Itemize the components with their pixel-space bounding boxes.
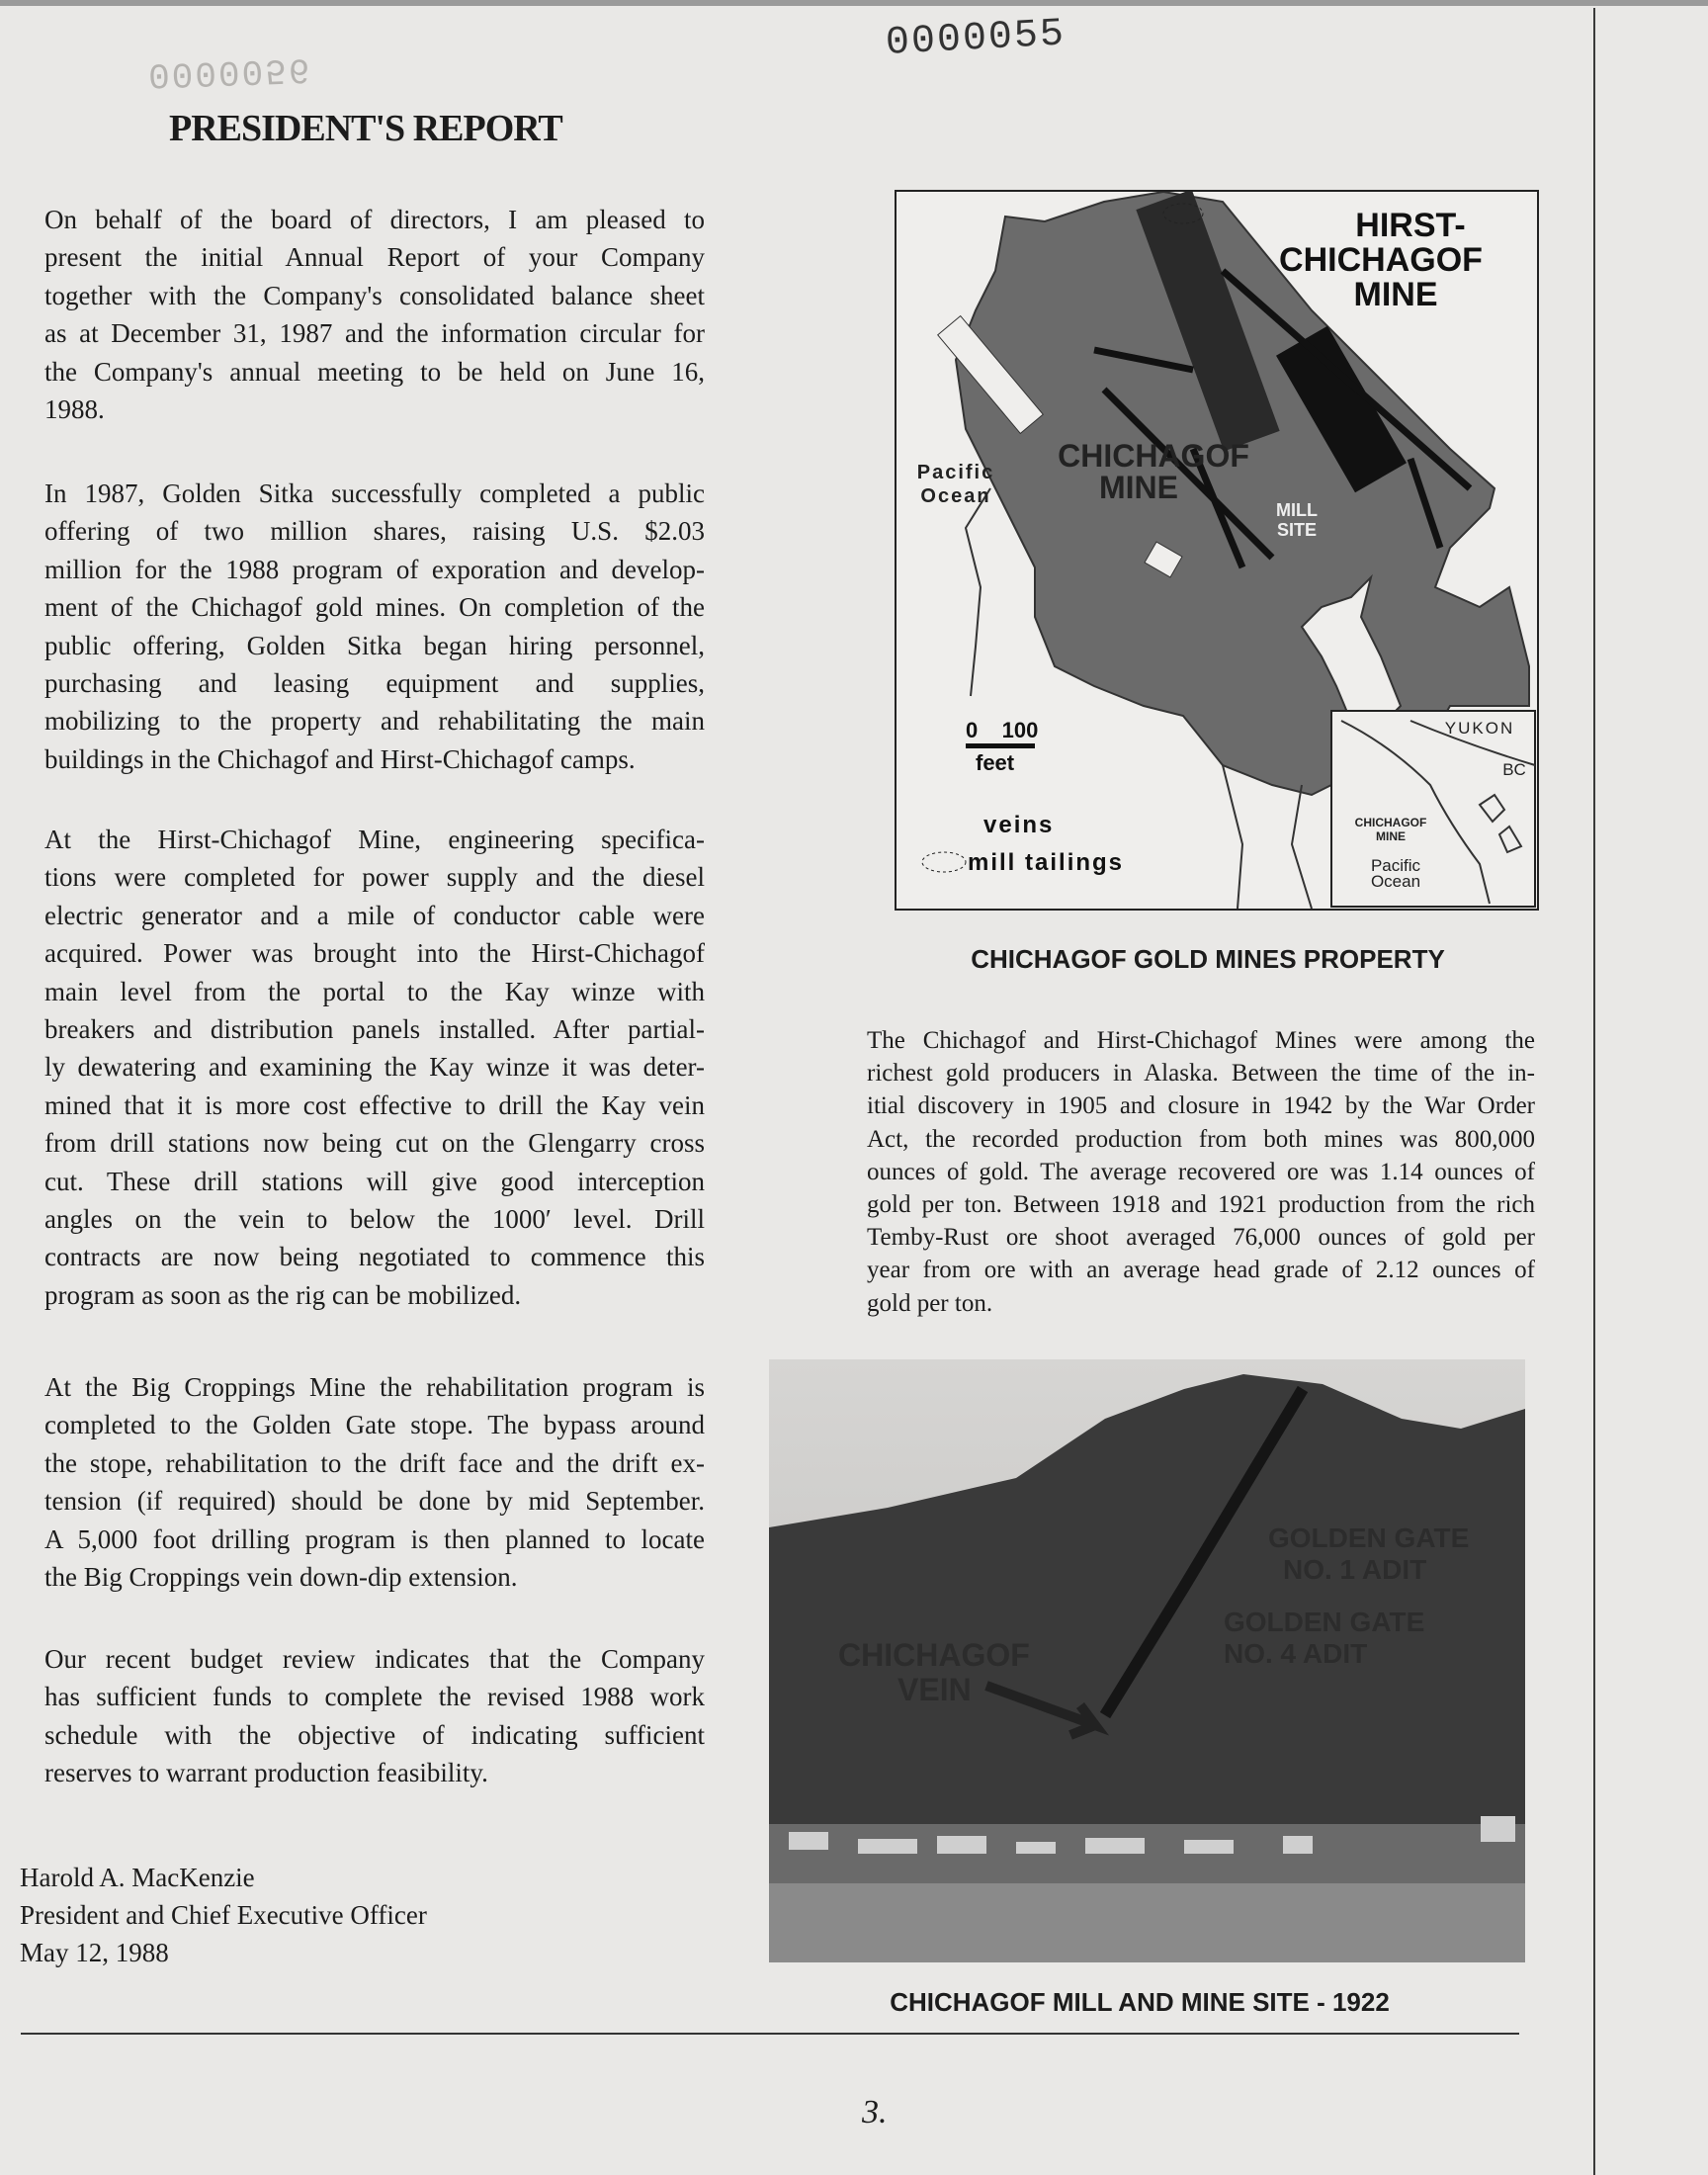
text-line: present the initial Annual Report of your Company	[44, 242, 705, 273]
mines-history-paragraph	[867, 1024, 1535, 1320]
svg-text:NO. 1 ADIT: NO. 1 ADIT	[1283, 1554, 1427, 1585]
svg-text:Pacific: Pacific	[916, 462, 995, 483]
text-line: public offering, Golden Sitka began hiring personnel,	[44, 630, 705, 660]
paragraph-hirst-mine	[44, 821, 705, 1314]
svg-text:NO. 4 ADIT: NO. 4 ADIT	[1224, 1638, 1368, 1669]
text-line: cut. These drill stations will give good interception	[44, 1166, 705, 1196]
text-line: from drill stations now being cut on the Glengarry cross	[44, 1128, 705, 1159]
paragraph-offering	[44, 475, 705, 778]
property-map	[895, 190, 1539, 911]
text-line: gold per ton.	[867, 1289, 993, 1317]
text-line: the stope, rehabilitation to the drift face and the drift ex-	[44, 1447, 705, 1478]
page-number: 3.	[862, 2094, 888, 2131]
text-line: tions were completed for power supply and the diesel	[44, 862, 705, 893]
text-line: has sufficient funds to complete the revised 1988 work	[44, 1682, 705, 1712]
text-line: richest gold producers in Alaska. Between the time of the in-	[867, 1060, 1535, 1088]
svg-text:Pacific: Pacific	[1370, 856, 1421, 875]
text-line: acquired. Power was brought into the Hirst-Chichagof	[44, 938, 705, 969]
legend-tailings-icon	[922, 852, 966, 872]
text-line: buildings in the Chichagof and Hirst-Chichagof camps.	[44, 743, 636, 774]
text-line: mobilizing to the property and rehabilitating the main	[44, 706, 705, 737]
text-line: main level from the portal to the Kay winze with	[44, 976, 705, 1006]
hirst-chichagof-label	[1279, 207, 1483, 313]
mill-site-label	[1276, 500, 1318, 540]
scan-top-edge	[0, 0, 1708, 6]
text-line: schedule with the objective of indicating sufficient	[44, 1719, 705, 1750]
signature-date: May 12, 1988	[20, 1938, 169, 1967]
text-line: ly dewatering and examining the Kay winze it was deter-	[44, 1052, 705, 1083]
page-title: PRESIDENT'S REPORT	[169, 108, 562, 149]
legend-mill-tailings: mill tailings	[968, 849, 1125, 876]
text-line: breakers and distribution panels installed. After partial-	[44, 1013, 705, 1044]
photo-water	[769, 1883, 1525, 1962]
text-line: contracts are now being negotiated to commence this	[44, 1242, 705, 1272]
photo-caption: CHICHAGOF MILL AND MINE SITE - 1922	[890, 1987, 1390, 2017]
map-scale-numbers: 0 100	[966, 718, 1039, 742]
text-line: electric generator and a mile of conductor cable were	[44, 900, 705, 930]
footer-divider	[21, 2033, 1519, 2035]
text-line: A 5,000 foot drilling program is then planned to locate	[44, 1523, 705, 1554]
paragraph-budget	[44, 1640, 705, 1792]
text-line: In 1987, Golden Sitka successfully completed a public	[44, 478, 705, 508]
text-line: angles on the vein to below the 1000′ level. Drill	[44, 1203, 705, 1234]
text-line: itial discovery in 1905 and closure in 1942 by the War Order	[867, 1092, 1535, 1120]
text-line: mined that it is more cost effective to drill the Kay vein	[44, 1089, 705, 1120]
text-line: Temby-Rust ore shoot averaged 76,000 ounces of gold per	[867, 1224, 1535, 1252]
text-line: At the Hirst-Chichagof Mine, engineering specifica-	[44, 825, 705, 854]
photo-label-adit1: GOLDEN GATE	[1268, 1522, 1470, 1553]
photo-label-vein: CHICHAGOF	[838, 1637, 1030, 1673]
svg-text:BC: BC	[1502, 760, 1526, 779]
page-right-border	[1593, 8, 1595, 2175]
map-scale-bar	[966, 743, 1035, 748]
text-line: On behalf of the board of directors, I am pleased to	[44, 205, 705, 234]
map-coast-line	[966, 488, 990, 696]
ghost-stamp: 0000056	[147, 48, 312, 95]
text-line: the Company's annual meeting to be held on June 16,	[44, 356, 705, 387]
document-stamp-number: 0000055	[885, 12, 1068, 66]
map-landmass	[956, 192, 1529, 795]
text-line: 1988.	[44, 393, 105, 424]
paragraph-intro	[44, 201, 705, 428]
signer-name: Harold A. MacKenzie	[20, 1863, 255, 1892]
text-line: program as soon as the rig can be mobilized.	[44, 1279, 522, 1310]
map-caption: CHICHAGOF GOLD MINES PROPERTY	[971, 944, 1445, 974]
text-line: offering of two million shares, raising U.S. $2.03	[44, 516, 705, 547]
text-line: reserves to warrant production feasibility.	[44, 1758, 488, 1788]
legend-veins: veins	[983, 812, 1055, 838]
signature-block	[20, 1859, 427, 1971]
signer-role: President and Chief Executive Officer	[20, 1900, 427, 1930]
svg-text:CHICHAGOF: CHICHAGOF	[1058, 438, 1249, 474]
mill-mine-site-photo	[769, 1359, 1525, 1962]
text-line: together with the Company's consolidated balance sheet	[44, 280, 705, 310]
svg-text:MINE: MINE	[1099, 470, 1178, 505]
svg-text:MINE: MINE	[1376, 829, 1406, 843]
text-line: the Big Croppings vein down-dip extension.	[44, 1561, 518, 1592]
text-line: ment of the Chichagof gold mines. On completion of the	[44, 592, 705, 623]
svg-text:HIRST-: HIRST-	[1355, 207, 1466, 244]
text-line: completed to the Golden Gate stope. The bypass around	[44, 1410, 705, 1440]
svg-text:MILL: MILL	[1276, 500, 1318, 520]
text-line: gold per ton. Between 1918 and 1921 production from the rich	[867, 1190, 1535, 1218]
svg-text:MINE: MINE	[1353, 276, 1438, 313]
text-line: million for the 1988 program of exporation and develop-	[44, 554, 705, 584]
map-scale-unit: feet	[976, 750, 1015, 775]
text-line: tension (if required) should be done by mid September.	[44, 1486, 705, 1517]
svg-text:SITE: SITE	[1276, 520, 1318, 540]
text-line: ounces of gold. The average recovered ore was 1.14 ounces of	[867, 1158, 1535, 1185]
svg-text:YUKON: YUKON	[1444, 719, 1515, 738]
photo-label-adit2: GOLDEN GATE	[1224, 1607, 1425, 1637]
svg-text:CHICHAGOF: CHICHAGOF	[1354, 816, 1427, 829]
text-line: Our recent budget review indicates that the Company	[44, 1644, 705, 1674]
text-line: year from ore with an average head grade of 2.12 ounces of	[867, 1257, 1535, 1284]
svg-text:CHICHAGOF: CHICHAGOF	[1279, 241, 1483, 279]
text-line: as at December 31, 1987 and the information circular for	[44, 318, 705, 349]
inset-map	[1331, 711, 1535, 907]
text-line: Act, the recorded production from both mines was 800,000	[867, 1125, 1535, 1153]
svg-text:Ocean: Ocean	[1370, 872, 1421, 891]
svg-text:Ocean: Ocean	[920, 485, 991, 507]
text-line: At the Big Croppings Mine the rehabilitation program is	[44, 1372, 705, 1402]
pacific-ocean-label	[917, 462, 994, 507]
paragraph-big-croppings	[44, 1368, 705, 1596]
svg-text:VEIN: VEIN	[897, 1672, 972, 1707]
text-line: purchasing and leasing equipment and supplies,	[44, 667, 705, 698]
text-line: The Chichagof and Hirst-Chichagof Mines were among the	[867, 1027, 1535, 1054]
